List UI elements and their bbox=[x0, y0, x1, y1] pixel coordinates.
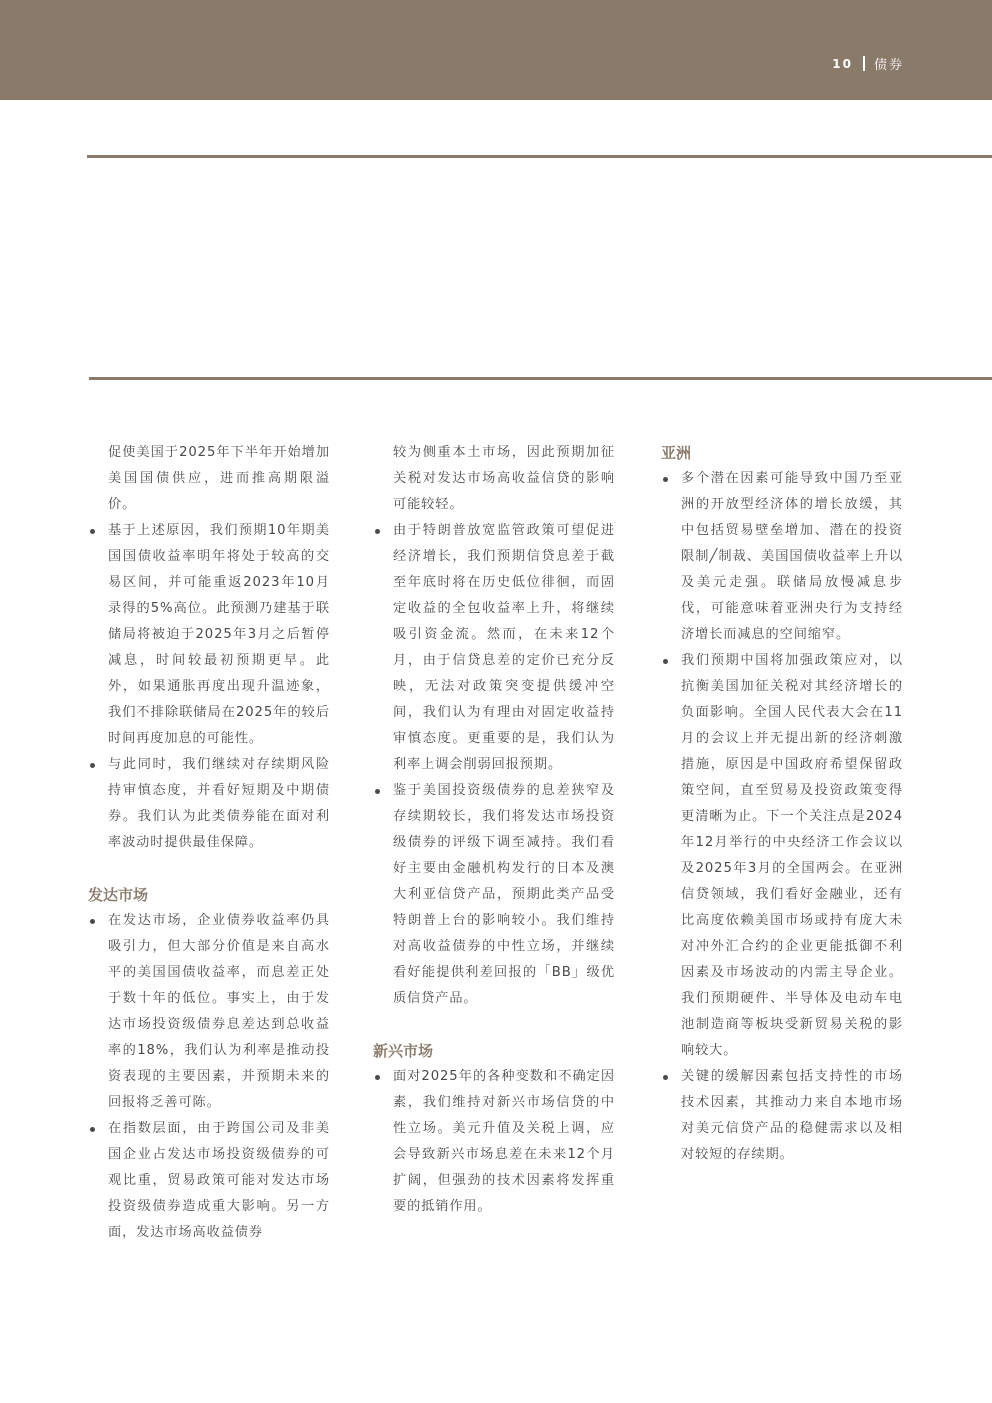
bullet-item: 鉴于美国投资级债券的息差狭窄及存续期较长，我们将发达市场投资级债券的评级下调至减持。我们看好主要由金融机构发行的日本及澳大利亚信贷产品，预期此类产品受特朗普上台的影响较小。我们维持对高收益债券的中性立场，并继续看好能提供利差回报的「BB」级优质信贷产品。 bbox=[373, 778, 615, 1012]
continuation-text: 促使美国于2025年下半年开始增加美国国债供应，进而推高期限溢价。 bbox=[108, 445, 330, 512]
section-heading-asia: 亚洲 bbox=[661, 444, 692, 462]
bullet-item: 在指数层面，由于跨国公司及非美国企业占发达市场投资级债券的可观比重，贸易政策可能对发达市场投资级债券造成重大影响。另一方面，发达市场高收益债券 bbox=[88, 1116, 330, 1246]
section-heading-emerging-markets: 新兴市场 bbox=[373, 1042, 434, 1060]
column-2 bbox=[373, 440, 615, 1220]
bullet-item: 面对2025年的各种变数和不确定因素，我们维持对新兴市场信贷的中性立场。美元升值及关税上调，应会导致新兴市场息差在未来12个月扩阔，但强劲的技术因素将发挥重要的抵销作用。 bbox=[373, 1064, 615, 1220]
section-label: 债券 bbox=[873, 58, 904, 73]
top-divider bbox=[87, 155, 992, 158]
column-3 bbox=[661, 440, 903, 1168]
bullet-item: 我们预期中国将加强政策应对，以抗衡美国加征关税对其经济增长的负面影响。全国人民代表大会在11月的会议上并无提出新的经济刺激措施，原因是中国政府希望保留政策空间，直至贸易及投资政策变得更清晰为止。下一个关注点是2024年12月举行的中央经济工作会议以及2025年3月的全国两会。在亚洲信贷领域，我们看好金融业，还有比高度依赖美国市场或持有庞大未对冲外汇合约的企业更能抵御不利因素及市场波动的内需主导企业。我们预期硬件、半导体及电动车电池制造商等板块受新贸易关税的影响较大。 bbox=[661, 648, 903, 1064]
bottom-divider bbox=[89, 377, 992, 380]
column-1 bbox=[88, 440, 330, 1246]
bullet-item: 关键的缓解因素包括支持性的市场技术因素，其推动力来自本地市场对美元信贷产品的稳健需求以及相对较短的存续期。 bbox=[661, 1064, 903, 1168]
bullet-item: 基于上述原因，我们预期10年期美国国债收益率明年将处于较高的交易区间，并可能重返2023年10月录得的5%高位。此预测乃建基于联储局将被迫于2025年3月之后暂停减息，时间较最初预期更早。此外，如果通胀再度出现升温迹象，我们不排除联储局在2025年的较后时间再度加息的可能性。 bbox=[88, 518, 330, 752]
bullet-item: 由于特朗普放宽监管政策可望促进经济增长，我们预期信贷息差于截至年底时将在历史低位徘徊，而固定收益的全包收益率上升，将继续吸引资金流。然而，在未来12个月，由于信贷息差的定价已充分反映，无法对政策突变提供缓冲空间，我们认为有理由对固定收益持审慎态度。更重要的是，我们认为利率上调会削弱回报预期。 bbox=[373, 518, 615, 778]
header-band bbox=[0, 0, 992, 100]
page-separator bbox=[863, 56, 865, 71]
continuation-text: 较为侧重本土市场，因此预期加征关税对发达市场高收益信贷的影响可能较轻。 bbox=[393, 445, 615, 512]
page-number: 10 bbox=[832, 56, 853, 71]
bullet-item: 在发达市场，企业债券收益率仍具吸引力，但大部分价值是来自高水平的美国国债收益率，而息差正处于数十年的低位。事实上，由于发达市场投资级债券息差达到总收益率的18%，我们认为利率是推动投资表现的主要因素，并预期未来的回报将乏善可陈。 bbox=[88, 908, 330, 1116]
section-heading-developed-markets: 发达市场 bbox=[88, 886, 149, 904]
bullet-item: 与此同时，我们继续对存续期风险持审慎态度，并看好短期及中期债券。我们认为此类债券能在面对利率波动时提供最佳保障。 bbox=[88, 752, 330, 856]
bullet-item: 多个潜在因素可能导致中国乃至亚洲的开放型经济体的增长放缓，其中包括贸易壁垒增加、潜在的投资限制╱制裁、美国国债收益率上升以及美元走强。联储局放慢减息步伐，可能意味着亚洲央行为支持经济增长而减息的空间缩窄。 bbox=[661, 466, 903, 648]
page-meta bbox=[832, 54, 904, 73]
